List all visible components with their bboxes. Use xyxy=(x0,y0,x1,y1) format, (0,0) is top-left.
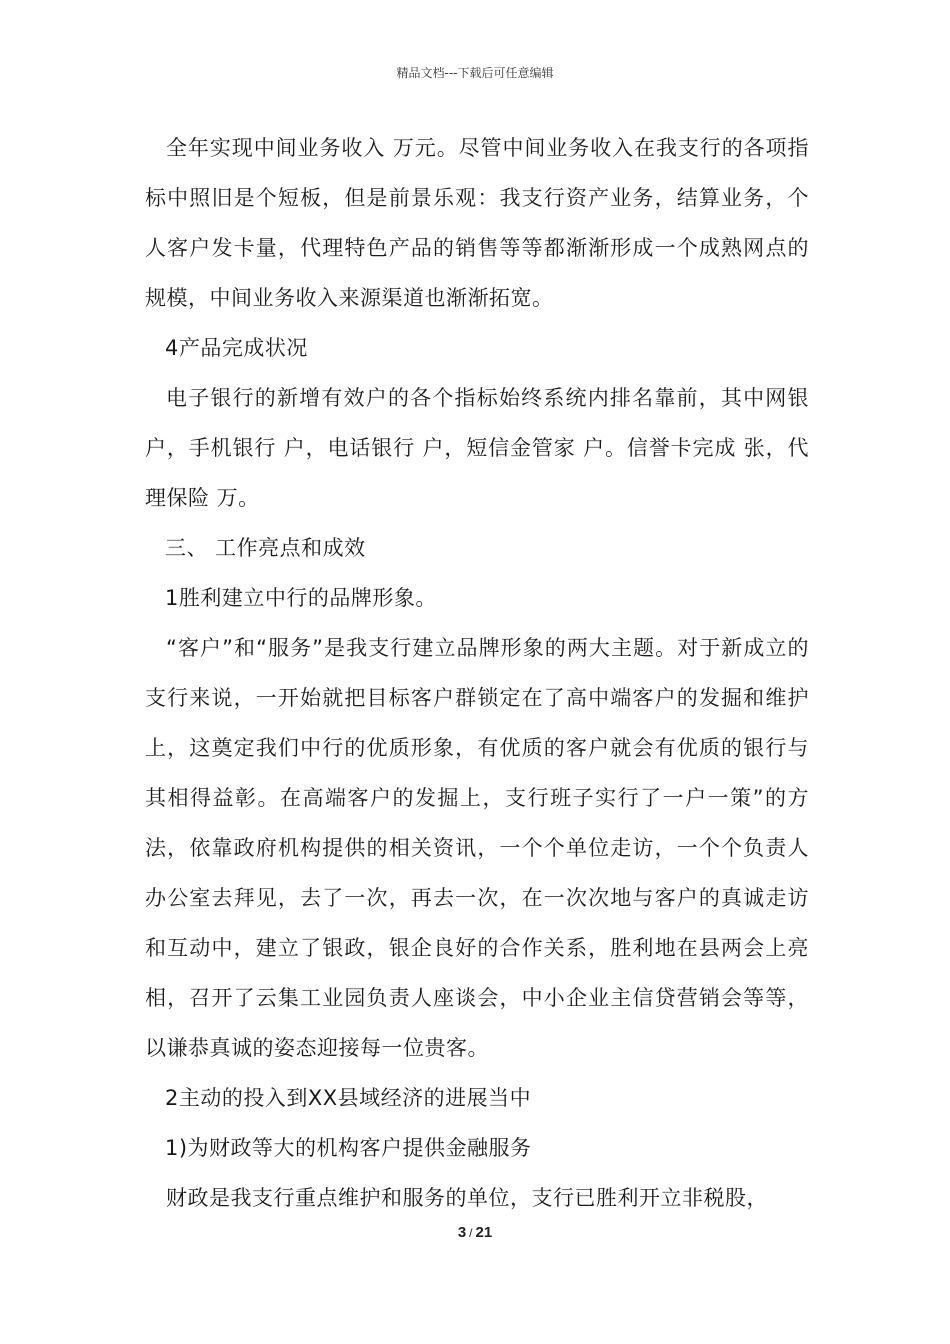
page-header: 精品文档---下载后可任意编辑 xyxy=(396,66,554,80)
body-paragraph: 电子银行的新增有效户的各个指标始终系统内排名靠前，其中网银 户，手机银行 户，电话银行 户，短信金管家 户。信誉卡完成 张，代理保险 万。 xyxy=(145,386,809,510)
page-separator: / xyxy=(469,1226,473,1240)
body-paragraph: “客户”和“服务”是我支行建立品牌形象的两大主题。对于新成立的支行来说，一开始就把目标客户群锁定在了高中端客户的发掘和维护上，这奠定我们中行的优质形象，有优质的客户就会有优质的银行与其相得益彰。在高端客户的发掘上，支行班子实行了一户一策”的方法，依靠政府机构提供的相关资讯，一个个单位走访，一个个负责人办公室去拜见，去了一次，再去一次，在一次次地与客户的真诚走访和互动中，建立了银政，银企良好的合作关系，胜利地在县两会上亮相，召开了云集工业园负责人座谈会，中小企业主信贷营销会等等，以谦恭真诚的姿态迎接每一位贵客。 xyxy=(145,636,809,1060)
document-body xyxy=(145,123,809,1223)
page-number xyxy=(0,1224,950,1241)
total-pages: 21 xyxy=(475,1224,493,1241)
section-heading: 4产品完成状况 xyxy=(165,336,308,360)
section-heading: 2主动的投入到XX县域经济的进展当中 xyxy=(165,1086,532,1110)
section-heading: 1胜利建立中行的品牌形象。 xyxy=(165,586,437,610)
section-heading: 三、 工作亮点和成效 xyxy=(165,536,366,560)
body-paragraph: 财政是我支行重点维护和服务的单位，支行已胜利开立非税股， xyxy=(166,1186,768,1210)
current-page: 3 xyxy=(457,1224,467,1241)
body-paragraph: 全年实现中间业务收入 万元。尽管中间业务收入在我支行的各项指标中照旧是个短板，但是前景乐观：我支行资产业务，结算业务，个人客户发卡量，代理特色产品的销售等等都渐渐形成一个成熟网点的规模，中间业务收入来源渠道也渐渐拓宽。 xyxy=(145,136,809,310)
section-heading: 1)为财政等大的机构客户提供金融服务 xyxy=(165,1136,532,1160)
